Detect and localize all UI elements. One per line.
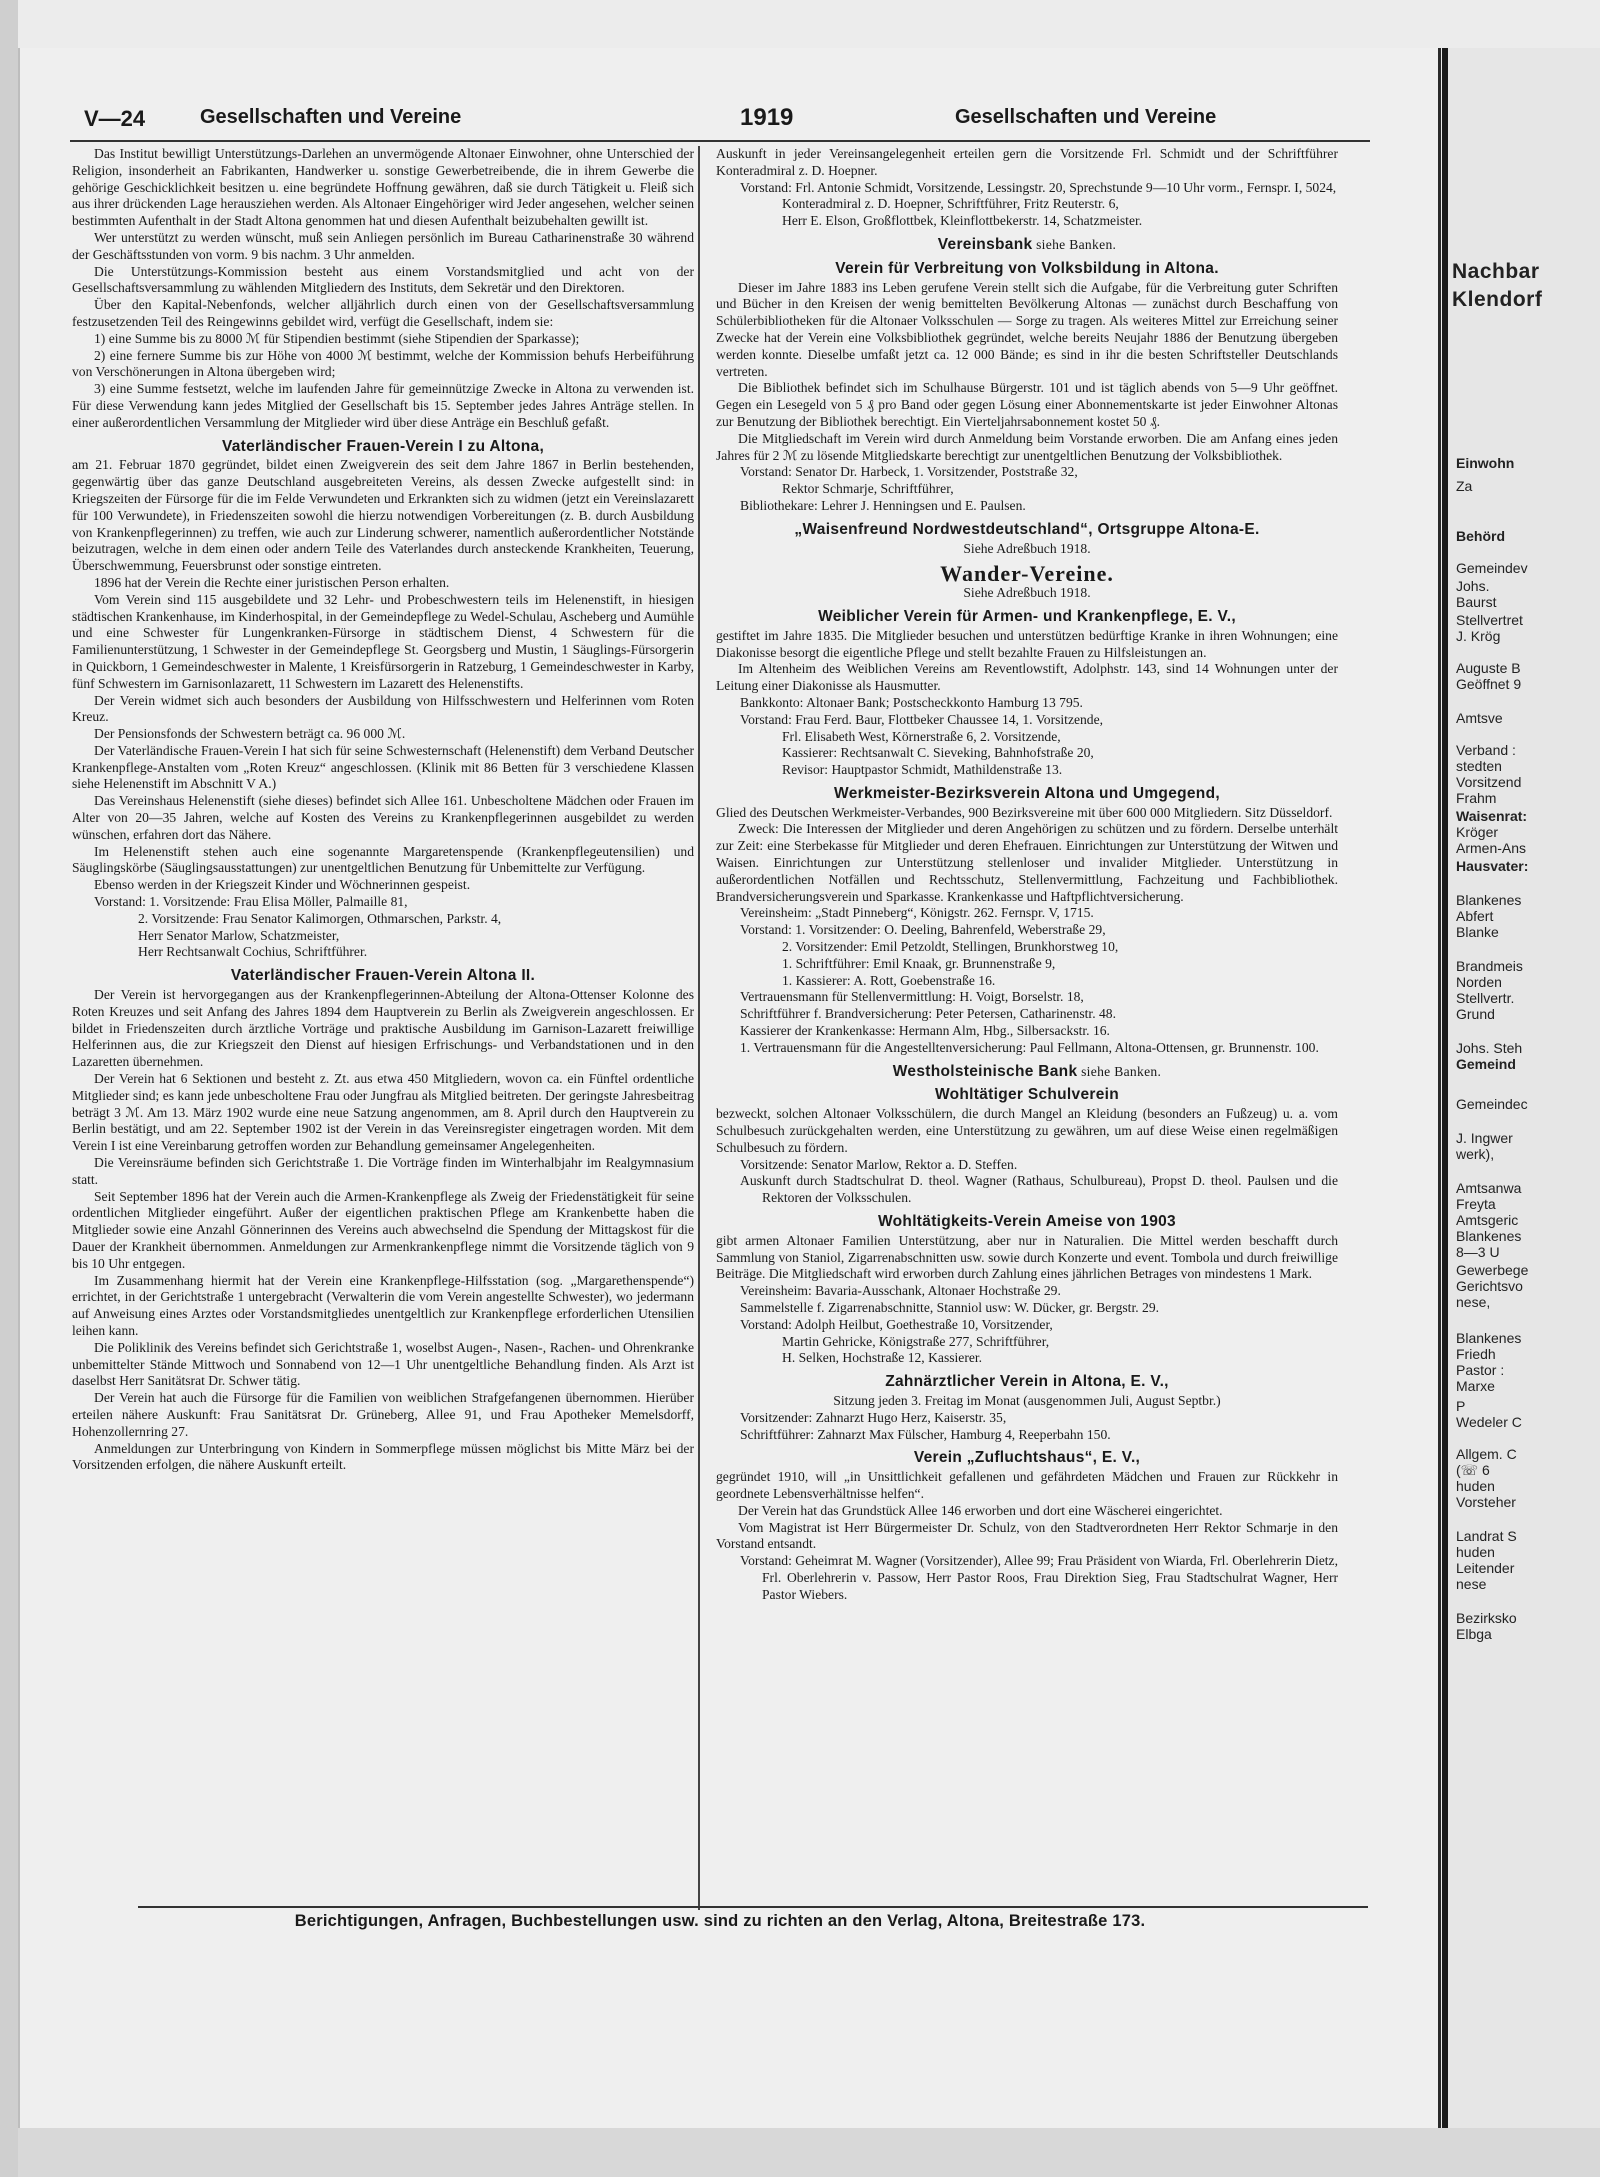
paragraph: Vorsitzender: Zahnarzt Hugo Herz, Kaiserstr. 35,: [740, 1409, 1007, 1425]
adjacent-page-fragment: Hausvater:: [1456, 858, 1529, 874]
adjacent-page-fragment: Johs. Steh: [1456, 1040, 1523, 1056]
adjacent-page-fragment: Freyta: [1456, 1196, 1496, 1212]
paragraph: Der Vaterländische Frauen-Verein I hat sich für seine Schwesternschaft (Helenenstift) dem Verband Deutscher Krankenpflege-Anstalten vom „Roten Kreuz“ angeschlossen. (Klinik mit 86 Betten für 3 verschiedene Klassen siehe Helenenstift im Abschnitt V A.): [72, 742, 694, 792]
adjacent-page-fragment: Elbga: [1456, 1626, 1492, 1642]
paragraph: Martin Gehricke, Königstraße 277, Schriftführer,: [782, 1333, 1050, 1349]
adjacent-page-fragment: Blankenes: [1456, 892, 1522, 908]
adjacent-page-fragment: Stellvertr.: [1456, 990, 1515, 1006]
adjacent-page-fragment: Baurst: [1456, 594, 1497, 610]
adjacent-page-fragment: Landrat S: [1456, 1528, 1517, 1544]
adjacent-page-edge: [1442, 48, 1600, 2128]
paragraph: Vorstand: Frau Ferd. Baur, Flottbeker Chaussee 14, 1. Vorsitzende,: [740, 711, 1104, 727]
adjacent-page-fragment: Friedh: [1456, 1346, 1496, 1362]
running-head: [60, 100, 1380, 134]
adjacent-page-fragment: Grund: [1456, 1006, 1495, 1022]
section-heading-text: Wohltätigkeits-Verein Ameise von 1903: [878, 1213, 1176, 1231]
adjacent-page-fragment: Blanke: [1456, 924, 1499, 940]
adjacent-page-fragment: Vorsteher: [1456, 1494, 1516, 1510]
adjacent-page-fragment: Stellvertret: [1456, 612, 1523, 628]
paragraph: Dieser im Jahre 1883 ins Leben gerufene Verein stellt sich die Aufgabe, für die Verbreitung guter Schriften und Bücher in den Kreisen der wenig bemittelten Bevölkerung Altonas — zunächst durch Beschaffung von Schülerbibliotheken für die Altonaer Volksschulen — Sorge zu tragen. Als weiteres Mittel zur Erreichung seiner Zwecke hat der Verein eine Volksbibliothek gegründet, welche bereits Neujahr 1886 der Benutzung übergeben werden konnte. Dieselbe umfaßt jetzt ca. 12 000 Bände; es sind in ihr die besten Schriftsteller Deutschlands vertreten.: [716, 279, 1338, 379]
paragraph: Über den Kapital-Nebenfonds, welcher alljährlich durch einen von der Gesellschaftsversammlung festzusetzenden Teil des Reingewinns gebildet wird, verfügt die Gesellschaft, indem sie:: [72, 297, 694, 329]
section-heading: [72, 968, 694, 985]
left-column: [72, 146, 694, 1474]
section-heading: [716, 522, 1338, 539]
paragraph: 2. Vorsitzende: Frau Senator Kalimorgen, Othmarschen, Parkstr. 4,: [138, 910, 502, 926]
cross-reference: siehe Banken.: [1032, 236, 1117, 252]
paragraph: Vorstand: Adolph Heilbut, Goethestraße 10, Vorsitzender,: [740, 1316, 1053, 1332]
adjacent-page-fragment: J. Krög: [1456, 628, 1501, 644]
adjacent-page-fragment: Waisenrat:: [1456, 808, 1528, 824]
adjacent-page-fragment: Klendorf: [1452, 288, 1543, 311]
adjacent-page-fragment: Blankenes: [1456, 1330, 1522, 1346]
paragraph: Der Verein widmet sich auch besonders der Ausbildung von Hilfsschwestern und Helferinnen vom Roten Kreuz.: [72, 692, 694, 725]
adjacent-page-fragment: Gemeind: [1456, 1056, 1516, 1072]
paragraph: Rektor Schmarje, Schriftführer,: [782, 481, 954, 497]
cross-reference: siehe Banken.: [1077, 1063, 1162, 1079]
adjacent-page-fragment: Behörd: [1456, 528, 1505, 544]
adjacent-page-fragment: Johs.: [1456, 578, 1490, 594]
section-heading: [72, 439, 694, 456]
paragraph: Vorstand: Senator Dr. Harbeck, 1. Vorsitzender, Poststraße 32,: [740, 464, 1078, 480]
adjacent-page-fragment: P: [1456, 1398, 1466, 1414]
page-number: V—24: [84, 106, 146, 131]
adjacent-page-fragment: nese,: [1456, 1294, 1491, 1310]
adjacent-page-fragment: huden: [1456, 1544, 1495, 1560]
adjacent-page-fragment: Armen-Ans: [1456, 840, 1527, 856]
adjacent-page-fragment: Nachbar: [1452, 260, 1540, 283]
section-heading-text: Weiblicher Verein für Armen- und Krankenpflege, E. V.,: [818, 607, 1236, 625]
paragraph: Anmeldungen zur Unterbringung von Kindern in Sommerpflege müssen möglichst bis Mitte März bei der Vorsitzenden erfolgen, die nähere Auskunft erteilt.: [72, 1440, 694, 1473]
adjacent-page-fragment: Einwohn: [1456, 455, 1515, 471]
adjacent-page-fragment: Frahm: [1456, 790, 1497, 806]
adjacent-page-fragment: Gemeindev: [1456, 560, 1528, 576]
paragraph: Kassierer: Rechtsanwalt C. Sieveking, Bahnhofstraße 20,: [782, 745, 1094, 761]
adjacent-page-fragment: Kröger: [1456, 824, 1499, 840]
section-heading: [716, 1064, 1338, 1081]
adjacent-page-fragment: Amtsanwa: [1456, 1180, 1522, 1196]
paragraph: Vom Verein sind 115 ausgebildete und 32 Lehr- und Probeschwestern teils im Helenenstift, in hiesigen städtischen Krankenhause, im Kinderhospital, in der Gemeindepflege zu Wedel-Schulau, Ascheberg und Aumühle und eine Schwester für Lungenkranken-Fürsorge in städtischem Dienst, 4 Schwestern für die Familienunterstützung, 1 Schwester in der Gemeindepflege St. Georgsberg und Mustin, 1 Säuglings-Fürsorgerin in Quickborn, 1 Gemeindeschwester in Malente, 1 Kreisfürsorgerin in Ratzeburg, 1 Gemeindeschwester in Karby, fünf Schwestern im Garnisonlazarett, 11 Schwestern im Lazarett des Helenenstifts.: [72, 591, 694, 691]
section-heading: [716, 786, 1338, 803]
paragraph: H. Selken, Hochstraße 12, Kassierer.: [782, 1350, 983, 1366]
paragraph: Der Verein hat auch die Fürsorge für die Familien von weiblichen Strafgefangenen übernommen. Hierüber erteilen nähere Auskunft: Frau Sanitätsrat Dr. Grüneberg, Allee 91, und Frau Apotheker Memelsdorff, Hohenzollernring 27.: [72, 1390, 694, 1439]
paragraph: Konteradmiral z. D. Hoepner, Schriftführer, Fritz Reuterstr. 6,: [782, 196, 1119, 212]
section-heading-text: Vereinsbank: [937, 235, 1033, 253]
paragraph: Zweck: Die Interessen der Mitglieder und deren Angehörigen zu schützen und zu fördern. Derselbe unterhält zur Zeit: eine Sterbekasse für Mitglieder und deren Ehefrauen. Einrichtungen zur Unterstützung der Witwen und Waisen. Einrichtungen zur Unterstützung stellenloser und invalider Mitglieder. Unterstützung in außerordentlichen Notfällen und Rechtsschutz, Stellenvermittlung, Fachzeitung und Fachbibliothek. Brandversicherungsverein und Sparkasse. Krankenkasse und Haftpflichtversicherung.: [716, 821, 1338, 904]
adjacent-page-fragment: Gewerbege: [1456, 1262, 1529, 1278]
paragraph: Die Mitgliedschaft im Verein wird durch Anmeldung beim Vorstande erworben. Die am Anfang eines jeden Jahres für 2 ℳ zu lösende Mitgliedskarte berechtigt zur unentgeltlichen Benutzung der Volksbibliothek.: [716, 430, 1338, 463]
adjacent-page-fragment: Blankenes: [1456, 1228, 1522, 1244]
paragraph: 1. Kassierer: A. Rott, Goebenstraße 16.: [782, 972, 996, 988]
paragraph: Der Verein ist hervorgegangen aus der Krankenpflegerinnen-Abteilung der Altona-Ottenser Kolonne des Roten Kreuzes und seit Anfang des Jahres 1894 dem Hauptverein zu Berlin als Zweigverein angeschlossen. Er bildet in Friedenszeiten durch ärztliche Vorträge und praktische Ausbildung im Garnison-Lazarett freiwillige Helferinnen aus, die zur Kriegszeit den Dienst auf hiesigen Erfrischungs- und Verbandstationen und in den Lazaretten übernehmen.: [72, 987, 694, 1070]
paragraph: Im Altenheim des Weiblichen Vereins am Reventlowstift, Adolphstr. 143, sind 14 Wohnungen unter der Leitung einer Diakonisse als Hausmutter.: [716, 661, 1338, 694]
paragraph: Ebenso werden in der Kriegszeit Kinder und Wöchnerinnen gespeist.: [94, 877, 471, 893]
adjacent-page-fragment: Za: [1456, 478, 1473, 494]
paragraph: gestiftet im Jahre 1835. Die Mitglieder besuchen und unterstützen bedürftige Kranke in ihren Wohnungen; eine Diakonisse besorgt die eigentliche Pflege und stellt bezahlte Frauen zu Hilfsleistungen an.: [716, 627, 1338, 660]
reference-line: Sitzung jeden 3. Freitag im Monat (ausgenommen Juli, August Septbr.): [833, 1392, 1221, 1408]
adjacent-page-fragment: Amtsve: [1456, 710, 1503, 726]
paragraph: Vorstand: 1. Vorsitzender: O. Deeling, Bahrenfeld, Weberstraße 29,: [740, 922, 1106, 938]
paragraph: Vereinsheim: Bavaria-Ausschank, Altonaer Hochstraße 29.: [740, 1283, 1061, 1299]
paragraph: 1. Schriftführer: Emil Knaak, gr. Brunnenstraße 9,: [782, 955, 1056, 971]
paragraph: Herr Rechtsanwalt Cochius, Schriftführer.: [138, 944, 368, 960]
paragraph: Die Bibliothek befindet sich im Schulhause Bürgerstr. 101 und ist täglich abends von 5—9 Uhr geöffnet. Gegen ein Lesegeld von 5 ₰ pro Band oder gegen Lösung einer Abonnementskarte ist jeder Einwohner Altonas zur Benutzung der Bibliothek berechtigt. Ein Vierteljahrsabonnement kostet 50 ₰.: [716, 380, 1338, 429]
paragraph: Der Verein hat das Grundstück Allee 146 erworben und dort eine Wäscherei eingerichtet.: [738, 1502, 1223, 1518]
adjacent-page-fragment: Brandmeis: [1456, 958, 1523, 974]
paragraph: 1. Vertrauensmann für die Angestelltenversicherung: Paul Fellmann, Altona-Ottensen, gr. Brunnenstr. 100.: [740, 1039, 1319, 1055]
adjacent-page-fragment: 8—3 U: [1456, 1244, 1500, 1260]
section-heading-text: Vaterländischer Frauen-Verein Altona II.: [230, 967, 536, 985]
section-heading-text: Zahnärztlicher Verein in Altona, E. V.,: [885, 1373, 1169, 1391]
paragraph: Vorsitzende: Senator Marlow, Rektor a. D. Steffen.: [740, 1156, 1018, 1172]
paragraph: Wer unterstützt zu werden wünscht, muß sein Anliegen persönlich im Bureau Catharinenstraße 30 während der Geschäftsstunden von vorm. 9 bis nachm. 3 Uhr anmelden.: [72, 229, 694, 262]
paragraph: Vorstand: Frl. Antonie Schmidt, Vorsitzende, Lessingstr. 20, Sprechstunde 9—10 Uhr vorm., Fernspr. I, 5024,: [740, 179, 1337, 195]
scan-bottom-edge: [18, 2128, 1600, 2177]
right-column: [716, 146, 1338, 1604]
section-heading-text: Verein für Verbreitung von Volksbildung in Altona.: [835, 259, 1219, 277]
paragraph: Vorstand: Geheimrat M. Wagner (Vorsitzender), Allee 99; Frau Präsident von Wiarda, Frl. Oberlehrerin Dietz, Frl. Oberlehrerin v. Passow, Herr Pastor Roos, Frau Direktion Sieg, Frau Stadtschulrat Wagner, Herr Pastor Wiebers.: [740, 1553, 1338, 1602]
publisher-footer: Berichtigungen, Anfragen, Buchbestellungen usw. sind zu richten an den Verlag, Altona, Breitestraße 173.: [294, 1912, 1146, 1930]
section-heading-text: „Waisenfreund Nordwestdeutschland“, Ortsgruppe Altona-E.: [794, 520, 1260, 538]
adjacent-page-fragment: Amtsgeric: [1456, 1212, 1519, 1228]
section-heading-text: Wander-Vereine.: [940, 561, 1114, 587]
section-heading: [716, 561, 1338, 587]
section-heading-text: Verein „Zufluchtshaus“, E. V.,: [913, 1449, 1141, 1467]
adjacent-page-fragment: Norden: [1456, 974, 1502, 990]
paragraph: Frl. Elisabeth West, Körnerstraße 6, 2. Vorsitzende,: [782, 728, 1061, 744]
paragraph: Der Verein hat 6 Sektionen und besteht z. Zt. aus etwa 450 Mitgliedern, wovon ca. ein Fünftel ordentliche Mitglieder sind; es kann jede unbescholtene Frau oder Jungfrau als Mitglied beitreten. Der geringste Jahresbeitrag beträgt 3 ℳ. Am 13. März 1902 wurde eine neue Satzung angenommen, am 8. April durch den Hauptverein zu Berlin bestätigt, und am 22. September 1902 ist der Verein in das Vereinsregister eingetragen worden. Mit dem Verein I ist eine Vereinbarung getroffen worden zur Behandlung gemeinsamer Angelegenheiten.: [72, 1071, 694, 1154]
paragraph: Kassierer der Krankenkasse: Hermann Alm, Hbg., Silbersackstr. 16.: [740, 1023, 1110, 1039]
adjacent-page-fragment: Wedeler C: [1456, 1414, 1522, 1430]
reference-line: Siehe Adreßbuch 1918.: [963, 585, 1091, 601]
paragraph: Im Zusammenhang hiermit hat der Verein eine Krankenpflege-Hilfsstation (sog. „Margarethenspende“) errichtet, in der Gerichtstraße 1 untergebracht (Verwalterin die vom Verein angestellte Schwester), wo jedermann auf Anweisung eines Arztes oder Vorstandsmitgliedes unentgeltlich zur Krankenpflege erforderlichen Utensilien leihen kann.: [72, 1272, 694, 1338]
paragraph: Vorstand: 1. Vorsitzende: Frau Elisa Möller, Palmaille 81,: [94, 894, 408, 910]
paragraph: Auskunft durch Stadtschulrat D. theol. Wagner (Rathaus, Schulbureau), Propst D. theol. Paulsen und die Rektoren der Volksschulen.: [740, 1173, 1338, 1206]
section-heading-text: Westholsteinische Bank: [892, 1062, 1078, 1080]
adjacent-page-fragment: huden: [1456, 1478, 1495, 1494]
adjacent-page-fragment: (☏ 6: [1456, 1462, 1490, 1478]
paragraph: gegründet 1910, will „in Unsittlichkeit gefallenen und gefährdeten Mädchen und Frauen zur Rückkehr in geordnete Lebensverhältnisse helfen“.: [716, 1469, 1338, 1501]
adjacent-page-fragment: Abfert: [1456, 908, 1494, 924]
running-title-left: Gesellschaften und Vereine: [200, 106, 462, 128]
paragraph: Seit September 1896 hat der Verein auch die Armen-Krankenpflege als Zweig der Friedenstätigkeit für seine ordentlichen Mitglieder eingeführt. Außer der eigentlichen praktischen Pflege am Krankenbette haben die Mitglieder sowie eine Anzahl Gönnerinnen des Vereins auch abwechselnd die Spendung der Mittagskost für die Dauer der Krankheit übernommen. Anmeldungen zur Armenkrankenpflege nimmt die Vorsitzende täglich von 9 bis 10 Uhr entgegen.: [72, 1188, 694, 1271]
paragraph: Die Vereinsräume befinden sich Gerichtstraße 1. Die Vorträge finden im Winterhalbjahr im Realgymnasium statt.: [72, 1155, 694, 1187]
adjacent-page-fragment: Allgem. C: [1456, 1446, 1517, 1462]
paragraph: Auskunft in jeder Vereinsangelegenheit erteilen gern die Vorsitzende Frl. Schmidt und der Schriftführer Konteradmiral z. D. Hoepner.: [716, 146, 1338, 178]
paragraph: Vereinsheim: „Stadt Pinneberg“, Königstr. 262. Fernspr. V, 1715.: [740, 905, 1094, 921]
paragraph: Das Institut bewilligt Unterstützungs-Darlehen an unvermögende Altonaer Einwohner, ohne Unterschied der Religion, insonderheit an Fabrikanten, Handwerker u. sonstige Gewerbetreibende, die in ihrem Gewerbe die gehörige Geschicklichkeit besitzen u. eine begründete Hoffnung gewähren, daß sie durch Tätigkeit u. Fleiß sich aus ihrer drückenden Lage herausziehen werden. Als Altonaer Eingehöriger wird Jeder angesehen, welcher seinen bestimmten Aufenthalt in der Stadt Altona genommen hat und diesen Aufenthalt beizubehalten gewillt ist.: [72, 146, 694, 229]
section-heading: [716, 237, 1338, 254]
adjacent-page-fragment: stedten: [1456, 758, 1502, 774]
header-rule: [70, 140, 1370, 142]
paragraph: 2. Vorsitzender: Emil Petzoldt, Stellingen, Brunkhorstweg 10,: [782, 939, 1119, 955]
section-heading: [716, 1214, 1338, 1231]
paragraph: 2) eine fernere Summe bis zur Höhe von 4000 ℳ bestimmt, welche der Kommission behufs Herbeiführung von Verschönerungen in Altona übergeben wird;: [72, 347, 694, 380]
adjacent-page-fragment: Marxe: [1456, 1378, 1495, 1394]
adjacent-page-fragment: werk),: [1456, 1146, 1495, 1162]
adjacent-page-fragment: Gemeindec: [1456, 1096, 1528, 1112]
paragraph: Schriftführer f. Brandversicherung: Peter Petersen, Catharinenstr. 48.: [740, 1006, 1116, 1022]
paragraph: Bankkonto: Altonaer Bank; Postscheckkonto Hamburg 13 795.: [740, 694, 1083, 710]
paragraph: Der Pensionsfonds der Schwestern beträgt ca. 96 000 ℳ.: [94, 726, 406, 742]
paragraph: 3) eine Summe festsetzt, welche im laufenden Jahre für gemeinnützige Zwecke in Altona zu verwenden ist. Für diese Verwendung kann jedes Mitglied der Gesellschaft bis 15. September jedes Jahres Anträge stellen. In einer außerordentlichen Versammlung der Mitglieder wird über diese Anträge ein Beschluß gefaßt.: [72, 381, 694, 430]
paragraph: Im Helenenstift stehen auch eine sogenannte Margaretenspende (Krankenpflegeutensilien) und Säuglingskörbe (Säuglingsausstattungen) zur unentgeltlichen Benutzung für Unbemittelte zur Verfügung.: [72, 843, 694, 876]
paragraph: Vom Magistrat ist Herr Bürgermeister Dr. Schulz, von den Stadtverordneten Herr Rektor Schmarje in den Vorstand entsandt.: [716, 1519, 1338, 1552]
running-title-right: Gesellschaften und Vereine: [955, 106, 1217, 128]
section-heading-text: Werkmeister-Bezirksverein Altona und Umgegend,: [834, 784, 1220, 802]
adjacent-page-fragment: Leitender: [1456, 1560, 1515, 1576]
scan-left-margin: [0, 0, 18, 2177]
paragraph: Glied des Deutschen Werkmeister-Verbandes, 900 Bezirksvereine mit über 600 000 Mitgliedern. Sitz Düsseldorf.: [716, 804, 1333, 820]
paragraph: Herr Senator Marlow, Schatzmeister,: [138, 927, 340, 943]
paragraph: gibt armen Altonaer Familien Unterstützung, aber nur in Naturalien. Die Mittel werden beschafft durch Sammlung von Staniol, Zigarrenabschnitten usw. sowie durch Konzerte und event. Tombola und durch freiwillige Beiträge. Die Mitgliedschaft wird erworben durch Zahlung eines jährlichen Betrages von mindestens 1 Mark.: [716, 1232, 1338, 1282]
adjacent-page-fragment: Auguste B: [1456, 660, 1521, 676]
paragraph: Bibliothekare: Lehrer J. Henningsen und E. Paulsen.: [740, 497, 1026, 513]
paragraph: Schriftführer: Zahnarzt Max Fülscher, Hamburg 4, Reeperbahn 150.: [740, 1426, 1111, 1442]
section-heading-text: Vaterländischer Frauen-Verein I zu Altona,: [221, 437, 545, 455]
paragraph: 1) eine Summe bis zu 8000 ℳ für Stipendien bestimmt (siehe Stipendien der Sparkasse);: [94, 330, 580, 346]
paragraph: Herr E. Elson, Großflottbek, Kleinflottbekerstr. 14, Schatzmeister.: [782, 213, 1143, 229]
adjacent-page-fragment: J. Ingwer: [1456, 1130, 1513, 1146]
paragraph: Die Poliklinik des Vereins befindet sich Gerichtstraße 1, woselbst Augen-, Nasen-, Rachen- und Ohrenkranke unbemittelter Stände Mittwoch und Sonnabend von 12—1 Uhr unentgeltliche Behandlung finden. Als Arzt ist daselbst Herr Sanitätsrat Dr. Schwer tätig.: [72, 1339, 694, 1389]
section-heading-text: Wohltätiger Schulverein: [934, 1086, 1120, 1104]
adjacent-page-fragment: Geöffnet 9: [1456, 676, 1522, 692]
adjacent-page-fragment: Gerichtsvo: [1456, 1278, 1523, 1294]
adjacent-page-fragment: Vorsitzend: [1456, 774, 1522, 790]
footer-rule: [138, 1906, 1368, 1908]
paragraph: Vertrauensmann für Stellenvermittlung: H. Voigt, Borselstr. 18,: [740, 989, 1084, 1005]
paragraph: bezweckt, solchen Altonaer Volksschülern, die durch Mangel an Kleidung (besonders an Fußzeug) u. a. vom Schulbesuch zurückgehalten werden, eine Unterstützung zu gewähren, um auf diese Weise einen regelmäßigen Schulbesuch zu fördern.: [716, 1106, 1338, 1155]
adjacent-page-fragment: Pastor :: [1456, 1362, 1505, 1378]
reference-line: Siehe Adreßbuch 1918.: [963, 540, 1091, 556]
section-heading: [716, 1374, 1338, 1391]
paragraph: am 21. Februar 1870 gegründet, bildet einen Zweigverein des seit dem Jahre 1867 in Berlin bestehenden, gegenwärtig über das ganze Deutschland ausgebreiteten Vereins, als dessen Zwecke aufgestellt sind: in Kriegszeiten der Fürsorge für die im Felde Verwundeten und Erkrankten sich zu widmen (jetzt ein Vereinslazarett für 100 Verwundete), in Friedenszeiten sowohl die hierzu notwendigen Vorbereitungen (z. B. durch Ausbildung von Krankenpflegerinnen) zu treffen, wie auch zur Linderung schwerer, namentlich außerordentlicher Notstände beizutragen, welche in dem einen oder andern Teile des Vaterlandes durch ansteckende Krankheiten, Teuerung, Überschwemmung, Feuersbrunst oder sonstige eintreten.: [72, 457, 694, 574]
section-heading: [716, 1087, 1338, 1104]
column-divider: [698, 146, 700, 1910]
adjacent-page-fragment: Verband :: [1456, 742, 1516, 758]
section-heading: [716, 609, 1338, 626]
paragraph: Sammelstelle f. Zigarrenabschnitte, Stanniol usw: W. Dücker, gr. Bergstr. 29.: [740, 1300, 1160, 1315]
paragraph: Das Vereinshaus Helenenstift (siehe dieses) befindet sich Allee 161. Unbescholtene Mädchen oder Frauen im Alter von 20—35 Jahren, welche auf Kosten des Vereins zu Krankenpflegerinnen ausgebildet zu werden wünschen, erfahren dort das Nähere.: [72, 793, 694, 842]
adjacent-page-fragment: nese: [1456, 1576, 1487, 1592]
section-heading: [716, 1450, 1338, 1467]
paragraph: 1896 hat der Verein die Rechte einer juristischen Person erhalten.: [94, 574, 450, 590]
paragraph: Revisor: Hauptpastor Schmidt, Mathildenstraße 13.: [782, 762, 1063, 778]
adjacent-page-fragment: Bezirksko: [1456, 1610, 1517, 1626]
year-label: 1919: [740, 104, 794, 131]
paragraph: Die Unterstützungs-Kommission besteht aus einem Vorstandsmitglied und acht von der Gesellschaftsversammlung zu wählenden Mitgliedern des Instituts, dem Sekretär und den Direktoren.: [72, 263, 694, 296]
section-heading: [716, 261, 1338, 278]
